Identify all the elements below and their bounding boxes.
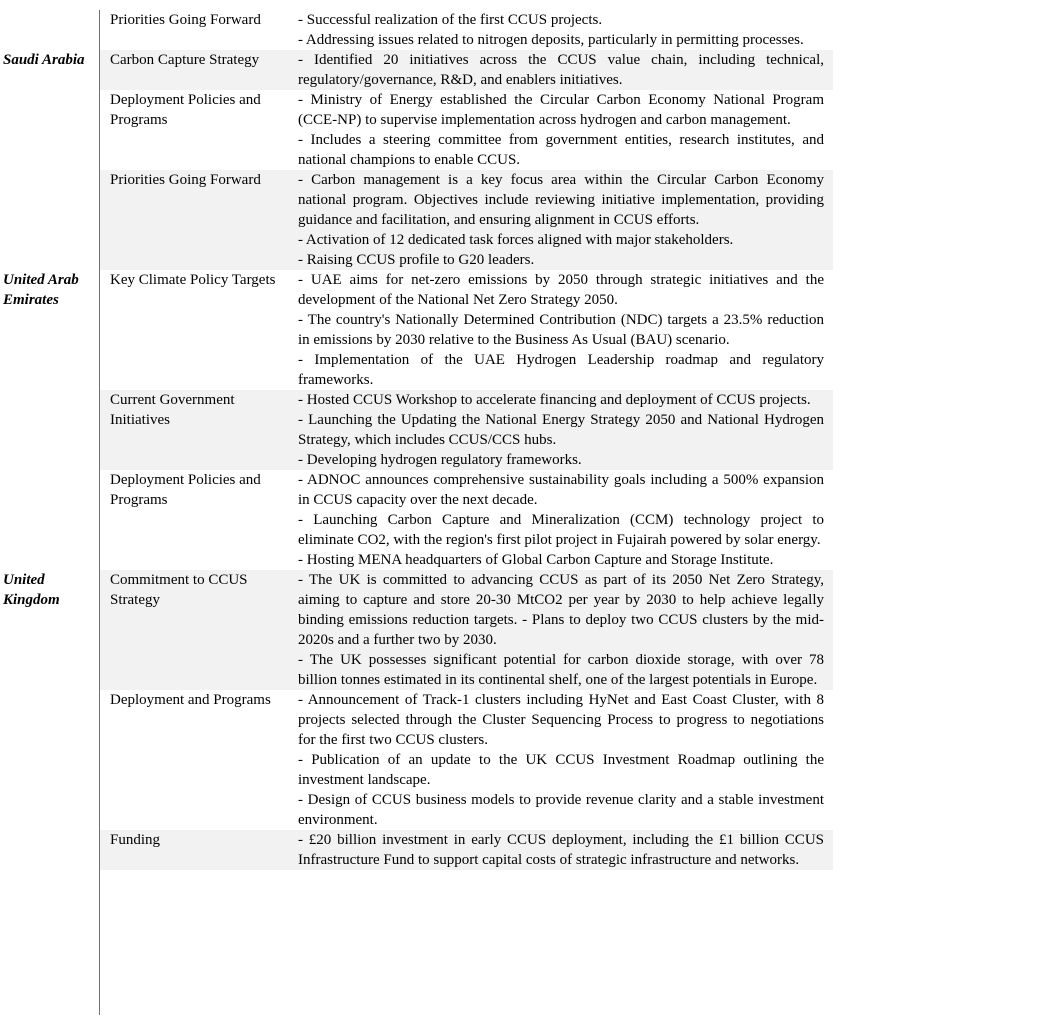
description-cell	[298, 830, 824, 870]
table-row	[0, 690, 833, 830]
description-item: - £20 billion investment in early CCUS deployment, including the £1 billion CCUS Infrastructure Fund to support capital costs of strategic infrastructure and networks.	[298, 832, 824, 868]
description-item: - Developing hydrogen regulatory frameworks.	[298, 452, 582, 468]
description-cell	[298, 390, 824, 470]
category-cell: Key Climate Policy Targets	[110, 272, 276, 288]
table-row	[0, 470, 833, 570]
category-cell: Priorities Going Forward	[110, 12, 261, 28]
description-cell	[298, 270, 824, 390]
category-cell: Deployment Policies and Programs	[110, 472, 261, 508]
table-row	[0, 170, 833, 270]
description-cell	[298, 90, 824, 170]
category-cell: Carbon Capture Strategy	[110, 52, 260, 68]
description-item: - Hosting MENA headquarters of Global Carbon Capture and Storage Institute.	[298, 552, 774, 568]
description-item: - Addressing issues related to nitrogen deposits, particularly in permitting processes.	[298, 32, 804, 48]
description-item: - Raising CCUS profile to G20 leaders.	[298, 252, 535, 268]
category-cell: Commitment to CCUS Strategy	[110, 572, 248, 608]
description-item: - The country's Nationally Determined Contribution (NDC) targets a 23.5% reduction in emissions by 2030 relative to the Business As Usual (BAU) scenario.	[298, 312, 824, 348]
description-item: - Announcement of Track-1 clusters including HyNet and East Coast Cluster, with 8 projects selected through the Cluster Sequencing Process to progress to negotiations for the first two CCUS clusters.	[298, 692, 824, 748]
category-cell: Priorities Going Forward	[110, 172, 261, 188]
description-cell	[298, 470, 824, 570]
table-row	[0, 90, 833, 170]
description-item: - The UK is committed to advancing CCUS as part of its 2050 Net Zero Strategy, aiming to capture and store 20-30 MtCO2 per year by 2030 to help achieve legally binding emissions reduction targets. - Plans to deploy two CCUS clusters by the mid-2020s and a further two by 2030.	[298, 572, 824, 648]
description-item: - Launching the Updating the National Energy Strategy 2050 and National Hydrogen Strategy, which includes CCUS/CCS hubs.	[298, 412, 824, 448]
country-cell: Saudi Arabia	[3, 52, 85, 68]
description-item: - The UK possesses significant potential for carbon dioxide storage, with over 78 billion tonnes estimated in its continental shelf, one of the largest potentials in Europe.	[298, 652, 824, 688]
country-cell: United Arab Emirates	[3, 272, 79, 308]
category-cell: Deployment and Programs	[110, 692, 271, 708]
description-cell	[298, 570, 824, 690]
description-item: - Hosted CCUS Workshop to accelerate financing and deployment of CCUS projects.	[298, 392, 811, 408]
description-item: - Activation of 12 dedicated task forces aligned with major stakeholders.	[298, 232, 734, 248]
category-cell: Deployment Policies and Programs	[110, 92, 261, 128]
description-item: - Design of CCUS business models to provide revenue clarity and a stable investment environment.	[298, 792, 824, 828]
table-row	[0, 570, 833, 690]
description-item: - Carbon management is a key focus area within the Circular Carbon Economy national program. Objectives include reviewing initiative implementation, providing guidance and facilitation, and ensuring alignment in CCUS efforts.	[298, 172, 824, 228]
table-row	[0, 10, 833, 50]
table-row	[0, 830, 833, 870]
description-item: - Implementation of the UAE Hydrogen Leadership roadmap and regulatory frameworks.	[298, 352, 824, 388]
description-item: - Includes a steering committee from government entities, research institutes, and national champions to enable CCUS.	[298, 132, 824, 168]
ccus-policy-table	[0, 10, 833, 870]
description-item: - Successful realization of the first CCUS projects.	[298, 12, 603, 28]
description-item: - UAE aims for net-zero emissions by 2050 through strategic initiatives and the development of the National Net Zero Strategy 2050.	[298, 272, 824, 308]
category-cell: Funding	[110, 832, 161, 848]
description-item: - Identified 20 initiatives across the CCUS value chain, including technical, regulatory/governance, R&D, and enablers initiatives.	[298, 52, 824, 88]
description-item: - Launching Carbon Capture and Mineralization (CCM) technology project to eliminate CO2, with the region's first pilot project in Fujairah powered by solar energy.	[298, 512, 824, 548]
description-item: - Ministry of Energy established the Circular Carbon Economy National Program (CCE-NP) to supervise implementation across hydrogen and carbon management.	[298, 92, 824, 128]
table-row	[0, 390, 833, 470]
description-cell	[298, 10, 824, 50]
description-cell	[298, 50, 824, 90]
description-item: - Publication of an update to the UK CCUS Investment Roadmap outlining the investment landscape.	[298, 752, 824, 788]
category-cell: Current Government Initiatives	[110, 392, 235, 428]
country-cell: United Kingdom	[3, 572, 60, 608]
description-item: - ADNOC announces comprehensive sustainability goals including a 500% expansion in CCUS capacity over the next decade.	[298, 472, 824, 508]
description-cell	[298, 170, 824, 270]
description-cell	[298, 690, 824, 830]
table-row	[0, 50, 833, 90]
table-row	[0, 270, 833, 390]
